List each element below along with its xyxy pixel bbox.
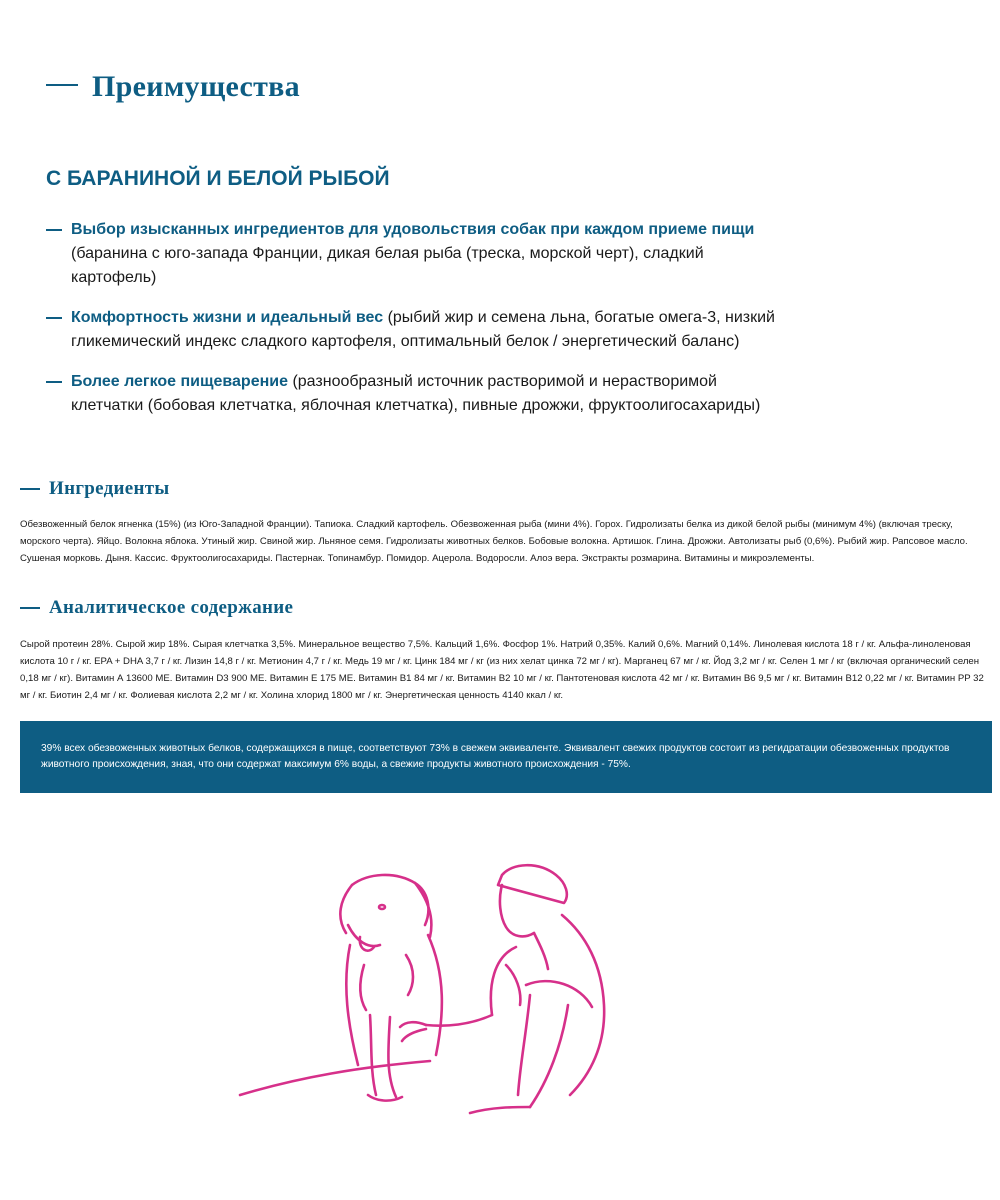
dog-back [428,935,442,1055]
dog-fur [406,955,413,995]
page-title: Преимущества [92,70,300,103]
man-shirt-fold [506,965,520,1005]
ingredients-heading [20,478,170,500]
dog-chest [346,945,358,1065]
ingredients-title: Ингредиенты [49,478,170,499]
section-dash [20,488,40,490]
dog-leg-front [370,1015,376,1095]
man-leg [518,995,530,1095]
protein-note-text: 39% всех обезвоженных животных белков, содержащихся в пище, соответствуют 73% в свежем эквиваленте. Эквивалент свежих продуктов состоит из регидратации обезвоженных продуктов животного происхождения, зная, что они содержат максимум 6% воды, а свежие продукты животного происхождения - 75%. [41,743,950,770]
benefit-item [46,218,786,290]
analytical-heading [20,597,293,619]
page-title-block [46,70,300,104]
man-knee [526,981,592,1007]
dog-head [352,875,428,925]
bullet-dash [46,229,62,231]
title-dash [46,84,78,86]
benefit-title: Более легкое пищеварение [71,373,288,390]
ground-line [240,1061,430,1095]
product-subtitle: С БАРАНИНОЙ И БЕЛОЙ РЫБОЙ [46,167,390,190]
bullet-dash [46,317,62,319]
bullet-dash [46,381,62,383]
benefit-text: (рыбий жир и семена льна, богатые омега-3, низкий гликемический индекс сладкого картофеля, оптимальный белок / энергетический баланс) [71,309,775,350]
protein-note-box [20,721,992,793]
man-with-dog-illustration [230,845,650,1175]
dog-snout [348,925,380,946]
benefit-title: Комфортность жизни и идеальный вес [71,309,384,326]
benefit-text: (разнообразный источник растворимой и нерастворимой клетчатки (бобовая клетчатка, яблочная клетчатка), пивные дрожжи, фруктоолигосахариды) [71,373,761,414]
ingredients-text: Обезвоженный белок ягненка (15%) (из Юго-Западной Франции). Тапиока. Сладкий картофель. Обезвоженная рыба (мини 4%). Горох. Гидролизаты белка из дикой белой рыбы (минимум 4%) (включая треску, морского черта). Яйцо. Волокна яблока. Утиный жир. Свиной жир. Льняное семя. Гидролизаты животных белков. Бобовые волокна. Артишок. Глина. Дрожжи. Автолизаты рыб (0,6%). Рыбий жир. Рапсовое масло. Сушеная морковь. Дыня. Кассис. Фруктоолигосахариды. Пастернак. Топинамбур. Помидор. Ацерола. Водоросли. Алоэ вера. Экстракты розмарина. Витамины и микроэлементы. [20,519,968,564]
section-dash [20,607,40,609]
dog-eye [379,905,385,909]
dog-ear [340,885,352,933]
benefit-title: Выбор изысканных ингредиентов для удовольствия собак при каждом приеме пищи [71,221,755,238]
dog-fur-2 [360,965,366,1010]
benefit-text: (баранина с юго-запада Франции, дикая белая рыба (треска, морской черт), сладкий картофель) [71,245,704,286]
man-shoulder [491,947,516,1015]
benefits-list [46,218,786,418]
benefit-item [46,370,786,418]
dog-leg-front-2 [388,1017,396,1097]
man-hat [498,865,567,903]
analytical-title: Аналитическое содержание [49,597,294,618]
man-foot [470,1107,530,1113]
man-hand [400,1022,426,1041]
man-leg-2 [530,1005,568,1107]
man-arm [426,1015,492,1026]
analytical-text: Сырой протеин 28%. Сырой жир 18%. Сырая клетчатка 3,5%. Минеральное вещество 7,5%. Кальций 1,6%. Фосфор 1%. Натрий 0,35%. Калий 0,6%. Магний 0,14%. Линолевая кислота 18 г / кг. Альфа-линоленовая кислота 10 г / кг. EPA + DHA 3,7 г / кг. Лизин 14,8 г / кг. Метионин 4,7 г / кг. Медь 19 мг / кг. Цинк 184 мг / кг (из них хелат цинка 72 мг / кг). Марганец 67 мг / кг. Йод 3,2 мг / кг. Селен 1 мг / кг (включая органический селен 0,18 мг / кг). Витамин А 13600 МЕ. Витамин D3 900 МЕ. Витамин Е 175 МЕ. Витамин В1 84 мг / кг. Витамин В2 10 мг / кг. Пантотеновая кислота 42 мг / кг. Витамин В6 9,5 мг / кг. Витамин В12 0,22 мг / кг. Витамин PP 32 мг / кг. Биотин 2,4 мг / кг. Фолиевая кислота 2,2 мг / кг. Холина хлорид 1800 мг / кг. Энергетическая ценность 4140 ккал / кг. [20,639,984,701]
benefit-item [46,306,786,354]
man-neck [534,933,548,969]
